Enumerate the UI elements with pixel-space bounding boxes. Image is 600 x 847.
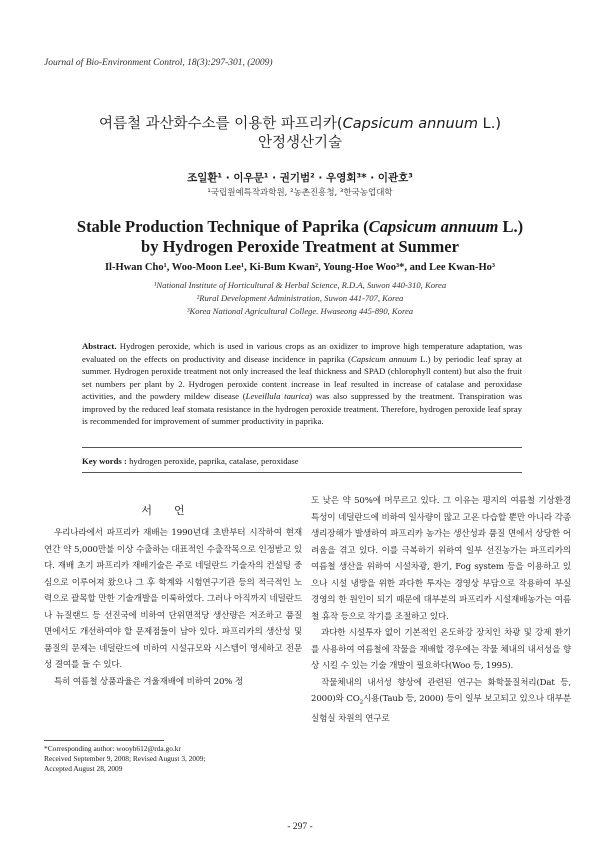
- page-number: - 297 -: [287, 822, 313, 832]
- english-authors: Il-Hwan Cho¹, Woo-Moon Lee¹, Ki-Bum Kwan², Young-Hoe Woo³*, and Lee Kwan-Ho³: [104, 262, 496, 273]
- intro-paragraph-3: 과다한 시설투자 없이 기본적인 온도하강 장치인 차광 및 강제 환기를 사용하여 여름철에 작물을 재배할 경우에는 작물 체내의 내서성을 향상 시킬 수 있는 기술 개발이 필요하다(Woo 등, 1995).: [311, 628, 571, 671]
- korean-authors: 조일환¹ · 이우문¹ · 권기범² · 우영회³* · 이관호³: [187, 172, 413, 184]
- abstract: Abstract. Hydrogen peroxide, which is used in various crops as an oxidizer to improve high temperature adaptation, was evaluated on the effects on productivity and disease incidence in paprika (Capsicum annuum L.) by periodic leaf spray at summer. Hydrogen peroxide treatment not only increased the leaf thickness and SPAD (chlorophyll content) but also the fruit set numbers per plant by 2. Hydrogen peroxide content increase in leaf resulted in increase of catalase and peroxidase activities, and the powdery mildew disease (Leveillula taurica) was also suppressed by the treatment. Transpiration was improved by the reduced leaf stomata resistance in the hydrogen peroxide treatment. Therefore, hydrogen peroxide leaf spray is recommended for improvement of summer productivity in paprika.: [82, 341, 522, 426]
- korean-title-line2: 안정생산기술: [257, 135, 343, 151]
- korean-affiliations: ¹국립원예특작과학원, ²농촌진흥청, ³한국농업대학: [207, 188, 393, 198]
- accepted-date: Accepted August 28, 2009: [44, 764, 123, 773]
- intro-paragraph-4: 작물체내의 내서성 향상에 관련된 연구는 화학물질처리(Dat 등, 2000)와 $CO_2$시용(Taub 등, 2000) 등이 일부 보고되고 있으나 대부분 실험실 차원의 연구로: [311, 677, 571, 725]
- section-heading-introduction: 서언: [141, 504, 207, 517]
- left-column: [44, 525, 302, 690]
- keywords-label: Key words :: [82, 456, 127, 466]
- korean-title-line1: 여름철 과산화수소를 이용한 파프리카(Capsicum annuum L.): [98, 116, 502, 132]
- english-title-line1: Stable Production Technique of Paprika (Capsicum annuum L.): [76, 217, 524, 236]
- intro-paragraph-1: 우리나라에서 파프리카 재배는 1990년대 초반부터 시작하여 현재 연간 약 5,000만불 이상 수출하는 대표적인 수출작목으로 인정받고 있다. 재배 초기 파프리카 재배기술은 주로 네덜란드 기술자의 컨설팅 중심으로 이루어져 왔으나 그 후 학계와 시험연구기관 등의 적극적인 노력으로 괄목할 만한 기술개발을 이룩하였다. 그러나 아직까지 네덜란드나 뉴질랜드 등 선진국에 비하여 단위면적당 생산량은 저조하고 품질 면에서도 개선하여야 할 문제점들이 남아 있다. 파프리카의 생산성 및 품질의 문제는 네덜란드에 비하여 시설규모와 시스템이 영세하고 전문성 결여를 들 수 있다.: [44, 528, 302, 670]
- english-title-line2: by Hydrogen Peroxide Treatment at Summer: [141, 237, 459, 256]
- affiliation-3: ³Korea National Agricultural College. Hwaseong 445-890, Korea: [186, 306, 414, 316]
- abstract-label: Abstract.: [82, 341, 117, 351]
- journal-citation: Journal of Bio-Environment Control, 18(3):297-301, (2009): [44, 58, 273, 68]
- intro-paragraph-2: 특히 여름철 상품과율은 겨울재배에 비하여 20% 정: [54, 676, 244, 687]
- keywords: Key words : hydrogen peroxide, paprika, catalase, peroxidase: [82, 456, 299, 466]
- footnote: [44, 744, 304, 774]
- right-column: [311, 493, 571, 728]
- corresponding-author: *Corresponding author: wooyh612@rda.go.kr: [44, 744, 181, 753]
- received-dates: Received September 9, 2008; Revised August 3, 2009;: [44, 754, 206, 763]
- abstract-divider: [82, 447, 522, 448]
- intro-paragraph-2-cont: 도 낮은 약 50%에 머무르고 있다. 그 이유는 평지의 여름철 기상환경 특성이 네덜란드에 비하여 일사량이 많고 고온 다습할 뿐만 아니라 각종 생리장해가 발생하여 파프리카 농가는 생산성과 품질 면에서 상당한 어려움을 겪고 있다. 이를 극복하기 위하여 일부 선진농가는 파프리카의 여름철 생산을 위하여 시설차광, 환기, Fog system 등을 이용하고 있으나 시설 냉방을 위한 과다한 투자는 경영상 부담으로 작용하여 부실 경영의 한 원인이 되기 때문에 대부분의 파프리카 시설재배농가는 여름철 휴작 등으로 작기를 조절하고 있다.: [311, 496, 571, 622]
- affiliation-2: ²Rural Development Administration, Suwon 441-707, Korea: [196, 293, 404, 303]
- footnote-divider: [44, 740, 164, 741]
- keywords-divider: [82, 472, 522, 473]
- affiliation-1: ¹National Institute of Horticultural & Herbal Science, R.D.A, Suwon 440-310, Korea: [153, 280, 447, 290]
